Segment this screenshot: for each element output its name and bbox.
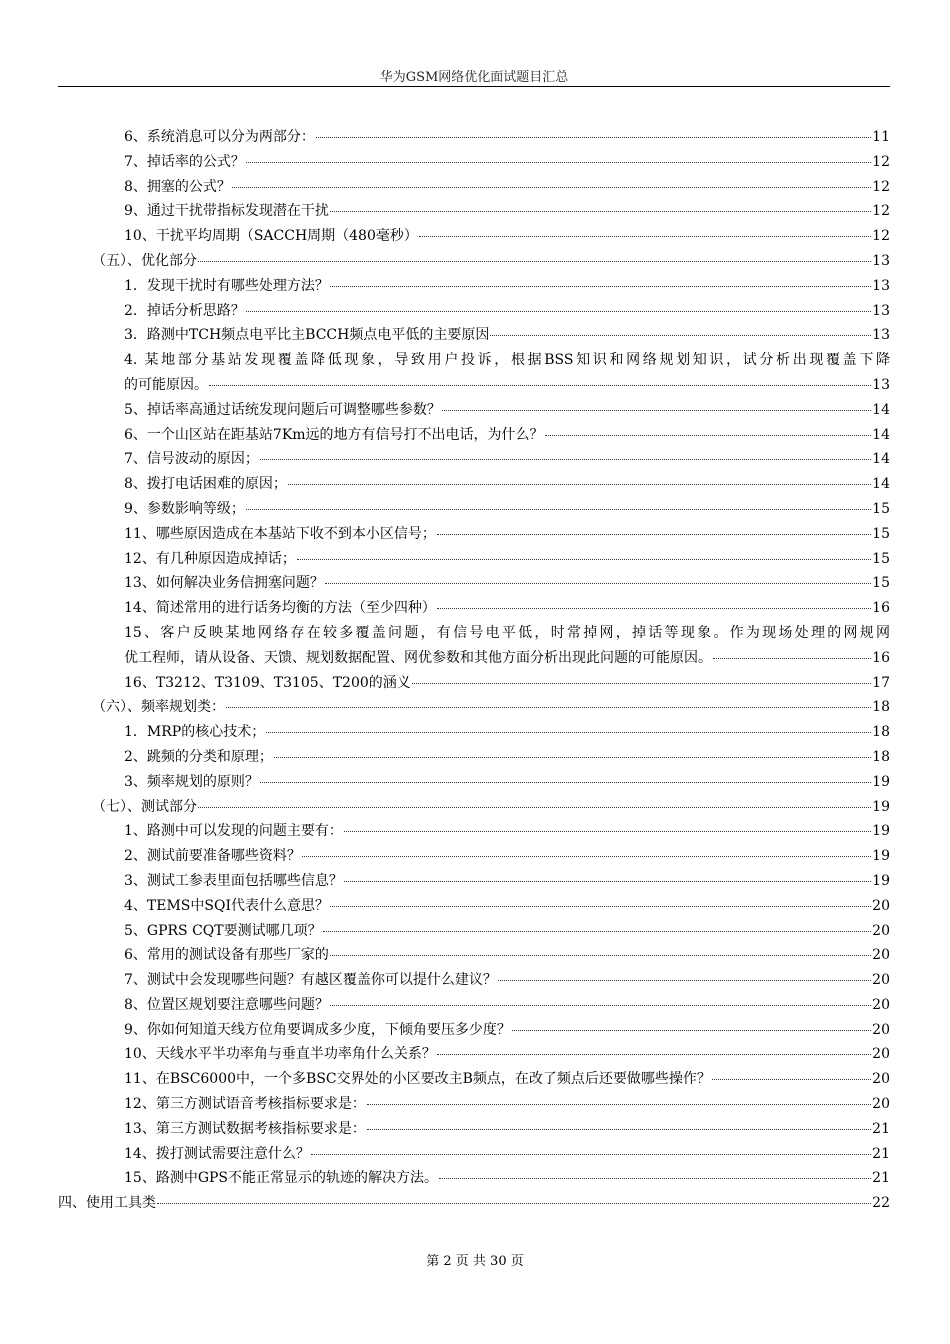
dot-leader	[419, 235, 871, 237]
toc-entry-text: 3．路测中TCH频点电平比主BCCH频点电平低的主要原因	[124, 327, 490, 344]
toc-entry-text: 1、路测中可以发现的问题主要有：	[124, 823, 343, 840]
toc-page-number: 14	[872, 451, 890, 468]
dot-leader	[437, 607, 871, 609]
toc-entry[interactable]	[124, 943, 890, 968]
toc-page-number: 15	[872, 550, 890, 567]
dot-leader	[288, 483, 871, 485]
dot-leader	[325, 582, 871, 584]
dot-leader	[209, 384, 871, 386]
toc-entry[interactable]	[124, 745, 890, 770]
dot-leader	[344, 880, 871, 882]
dot-leader	[330, 210, 871, 212]
toc-entry[interactable]	[124, 224, 890, 249]
page-header: 华为GSM网络优化面试题目汇总	[379, 70, 569, 85]
toc-page-number: 21	[872, 1170, 890, 1187]
toc-entry[interactable]	[124, 398, 890, 423]
dot-leader	[157, 1202, 871, 1204]
toc-page-number: 14	[872, 426, 890, 443]
toc-page-number: 19	[872, 773, 890, 790]
toc-page-number: 20	[872, 1046, 890, 1063]
dot-leader	[439, 1177, 871, 1179]
toc-page-number: 18	[872, 748, 890, 765]
toc-page-number: 13	[872, 277, 890, 294]
toc-page-number: 11	[872, 129, 890, 145]
toc-entry[interactable]	[124, 571, 890, 596]
toc-page-number: 19	[872, 848, 890, 865]
toc-entry[interactable]	[124, 1018, 890, 1043]
toc-entry-text-continued: 的可能原因。	[124, 376, 208, 393]
dot-leader	[302, 855, 871, 857]
toc-page-number: 15	[872, 500, 890, 517]
dot-leader	[198, 806, 871, 808]
toc-page-number: 19	[872, 872, 890, 889]
toc-entry-text: 1．MRP的核心技术；	[124, 724, 266, 741]
toc-entry-text: 9、参数影响等级；	[124, 500, 245, 517]
toc-entry-text: 2、跳频的分类和原理；	[124, 748, 273, 765]
toc-page-number: 20	[872, 972, 890, 989]
toc-entry-text: 12、有几种原因造成掉话；	[124, 550, 296, 567]
dot-leader	[316, 136, 871, 138]
toc-entry[interactable]	[124, 547, 890, 572]
toc-page-number: 20	[872, 897, 890, 914]
toc-page-number: 20	[872, 1071, 890, 1088]
toc-entry[interactable]	[124, 1067, 890, 1092]
toc-entry-text: 4. 某地部分基站发现覆盖降低现象，导致用户投诉，根据BSS知识和网络规划知识，试分析出现覆盖下降	[124, 352, 890, 369]
toc-entry-text: 12、第三方测试语音考核指标要求是：	[124, 1096, 366, 1113]
toc-page-number: 16	[872, 649, 890, 666]
toc-entry[interactable]	[124, 919, 890, 944]
toc-entry[interactable]	[124, 869, 890, 894]
toc-entry-text: 2、测试前要准备哪些资料？	[124, 848, 301, 865]
toc-entry-text-continued: 优工程师，请从设备、天馈、规划数据配置、网优参数和其他方面分析出现此问题的可能原因。	[124, 649, 712, 666]
toc-page-number: 14	[872, 401, 890, 418]
toc-entry-text: （六）、频率规划类：	[92, 699, 225, 716]
dot-leader	[330, 1004, 871, 1006]
dot-leader	[330, 905, 871, 907]
toc-entry-text: 2．掉话分析思路？	[124, 302, 245, 319]
toc-page-number: 21	[872, 1120, 890, 1137]
toc-entry[interactable]	[124, 770, 890, 795]
toc-page-number: 12	[872, 153, 890, 170]
toc-page-number: 20	[872, 1021, 890, 1038]
toc-entry-text: 6、一个山区站在距基站7Km远的地方有信号打不出电话，为什么？	[124, 426, 544, 443]
toc-entry-text: 9、通过干扰带指标发现潜在干扰	[124, 203, 329, 220]
toc-entry[interactable]	[124, 348, 890, 398]
dot-leader	[246, 508, 871, 510]
toc-entry[interactable]	[124, 274, 890, 299]
toc-page-number: 13	[872, 302, 890, 319]
dot-leader	[412, 682, 871, 684]
toc-entry[interactable]	[124, 199, 890, 224]
toc-entry-text: 13、第三方测试数据考核指标要求是：	[124, 1120, 366, 1137]
toc-entry[interactable]	[124, 596, 890, 621]
dot-leader	[266, 731, 871, 733]
toc-entry[interactable]	[124, 299, 890, 324]
dot-leader	[712, 1078, 871, 1080]
toc-page-number: 15	[872, 525, 890, 542]
toc-entry-text: 8、拨打电话困难的原因；	[124, 476, 287, 493]
toc-entry-text: 7、信号波动的原因；	[124, 451, 259, 468]
dot-leader	[344, 830, 871, 832]
dot-leader	[198, 260, 871, 262]
toc-entry[interactable]	[124, 1166, 890, 1191]
dot-leader	[367, 1128, 871, 1130]
toc-entry-text: 11、哪些原因造成在本基站下收不到本小区信号；	[124, 525, 436, 542]
toc-entry-text: 13、如何解决业务信拥塞问题？	[124, 575, 324, 592]
dot-leader	[260, 458, 871, 460]
toc-entry-text: 6、系统消息可以分为两部分：	[124, 129, 315, 145]
toc-entry-text: 10、天线水平半功率角与垂直半功率角什么关系？	[124, 1046, 436, 1063]
toc-entry[interactable]	[92, 795, 890, 820]
dot-leader	[512, 1029, 871, 1031]
toc-entry[interactable]	[124, 819, 890, 844]
toc-page-number: 20	[872, 1096, 890, 1113]
dot-leader	[367, 1103, 871, 1105]
toc-entry[interactable]	[124, 1042, 890, 1067]
toc-page-number: 17	[872, 674, 890, 691]
toc-page-number: 20	[872, 922, 890, 939]
toc-page-number: 15	[872, 575, 890, 592]
toc-entry-text: 3、频率规划的原则？	[124, 773, 259, 790]
toc-entry-text: 3、测试工参表里面包括哪些信息？	[124, 872, 343, 889]
toc-entry-text: 7、测试中会发现哪些问题？有越区覆盖你可以提什么建议？	[124, 972, 497, 989]
toc-entry[interactable]	[124, 894, 890, 919]
toc-entry[interactable]	[124, 423, 890, 448]
toc-entry[interactable]	[124, 497, 890, 522]
toc-entry[interactable]	[124, 150, 890, 175]
dot-leader	[330, 954, 871, 956]
toc-page-number: 18	[872, 699, 890, 716]
toc-entry-text: （五）、优化部分	[92, 252, 197, 269]
toc-page-number: 19	[872, 823, 890, 840]
toc-entry[interactable]	[124, 720, 890, 745]
toc-entry-text: 5、掉话率高通过话统发现问题后可调整哪些参数？	[124, 401, 441, 418]
toc-page-number: 20	[872, 996, 890, 1013]
table-of-contents	[0, 125, 950, 1216]
toc-entry[interactable]	[92, 249, 890, 274]
toc-entry-text: 14、简述常用的进行话务均衡的方法（至少四种）	[124, 600, 436, 617]
dot-leader	[232, 186, 871, 188]
toc-page-number: 13	[872, 376, 890, 393]
toc-entry-text: 5、GPRS CQT要测试哪几项？	[124, 922, 322, 939]
toc-page-number: 19	[872, 798, 890, 815]
toc-entry[interactable]	[92, 695, 890, 720]
toc-entry[interactable]	[124, 472, 890, 497]
toc-page-number: 18	[872, 724, 890, 741]
toc-entry[interactable]	[124, 1092, 890, 1117]
toc-entry-text: 14、拨打测试需要注意什么？	[124, 1145, 310, 1162]
dot-leader	[330, 285, 871, 287]
dot-leader	[260, 781, 871, 783]
toc-page-number: 12	[872, 178, 890, 195]
dot-leader	[442, 409, 871, 411]
toc-entry-text: 7、掉话率的公式？	[124, 153, 245, 170]
toc-entry[interactable]	[124, 175, 890, 200]
toc-entry-text: 15、客户反映某地网络存在较多覆盖问题，有信号电平低，时常掉网，掉话等现象。作为现场处理的网规网	[124, 624, 890, 641]
dot-leader	[498, 979, 871, 981]
toc-entry-text: 四、使用工具类	[58, 1195, 156, 1212]
toc-entry[interactable]	[124, 323, 890, 348]
dot-leader	[311, 1153, 871, 1155]
toc-page-number: 16	[872, 600, 890, 617]
toc-entry-text: 16、T3212、T3109、T3105、T200的涵义	[124, 674, 411, 691]
toc-entry-text: 9、你如何知道天线方位角要调成多少度，下倾角要压多少度？	[124, 1021, 511, 1038]
toc-entry[interactable]	[124, 993, 890, 1018]
toc-entry-text: 4、TEMS中SQI代表什么意思？	[124, 897, 329, 914]
toc-entry[interactable]	[124, 844, 890, 869]
toc-entry[interactable]	[124, 522, 890, 547]
toc-page-number: 12	[872, 203, 890, 220]
toc-page-number: 13	[872, 327, 890, 344]
toc-entry-text: 8、位置区规划要注意哪些问题？	[124, 996, 329, 1013]
toc-page-number: 14	[872, 476, 890, 493]
toc-entry[interactable]	[124, 447, 890, 472]
toc-page-number: 21	[872, 1145, 890, 1162]
dot-leader	[226, 706, 871, 708]
dot-leader	[545, 434, 871, 436]
toc-entry-text: 6、常用的测试设备有那些厂家的	[124, 947, 329, 964]
toc-entry[interactable]	[124, 1142, 890, 1167]
toc-page-number: 12	[872, 228, 890, 245]
dot-leader	[323, 930, 871, 932]
toc-page-number: 20	[872, 947, 890, 964]
toc-entry[interactable]	[58, 1191, 890, 1216]
toc-entry[interactable]	[124, 671, 890, 696]
toc-entry-text: （七）、测试部分	[92, 798, 197, 815]
dot-leader	[246, 310, 871, 312]
dot-leader	[437, 533, 871, 535]
dot-leader	[713, 657, 871, 659]
toc-entry-text: 1．发现干扰时有哪些处理方法？	[124, 277, 329, 294]
dot-leader	[437, 1053, 871, 1055]
dot-leader	[490, 334, 871, 336]
header-divider	[58, 86, 890, 87]
dot-leader	[297, 558, 871, 560]
dot-leader	[246, 161, 871, 163]
toc-entry-text: 8、拥塞的公式？	[124, 178, 231, 195]
page-footer: 第 2 页 共 30 页	[426, 1254, 524, 1269]
toc-entry-text: 15、路测中GPS不能正常显示的轨迹的解决方法。	[124, 1170, 439, 1187]
dot-leader	[274, 756, 871, 758]
toc-page-number: 13	[872, 252, 890, 269]
toc-entry-text: 11、在BSC6000中，一个多BSC交界处的小区要改主B频点，在改了频点后还要做哪些操作？	[124, 1071, 711, 1088]
toc-entry[interactable]	[124, 621, 890, 671]
toc-page-number: 22	[872, 1195, 890, 1212]
toc-entry[interactable]	[124, 125, 890, 150]
toc-entry[interactable]	[124, 1117, 890, 1142]
toc-entry[interactable]	[124, 968, 890, 993]
toc-entry-text: 10、干扰平均周期（SACCH周期（480毫秒）	[124, 228, 418, 245]
